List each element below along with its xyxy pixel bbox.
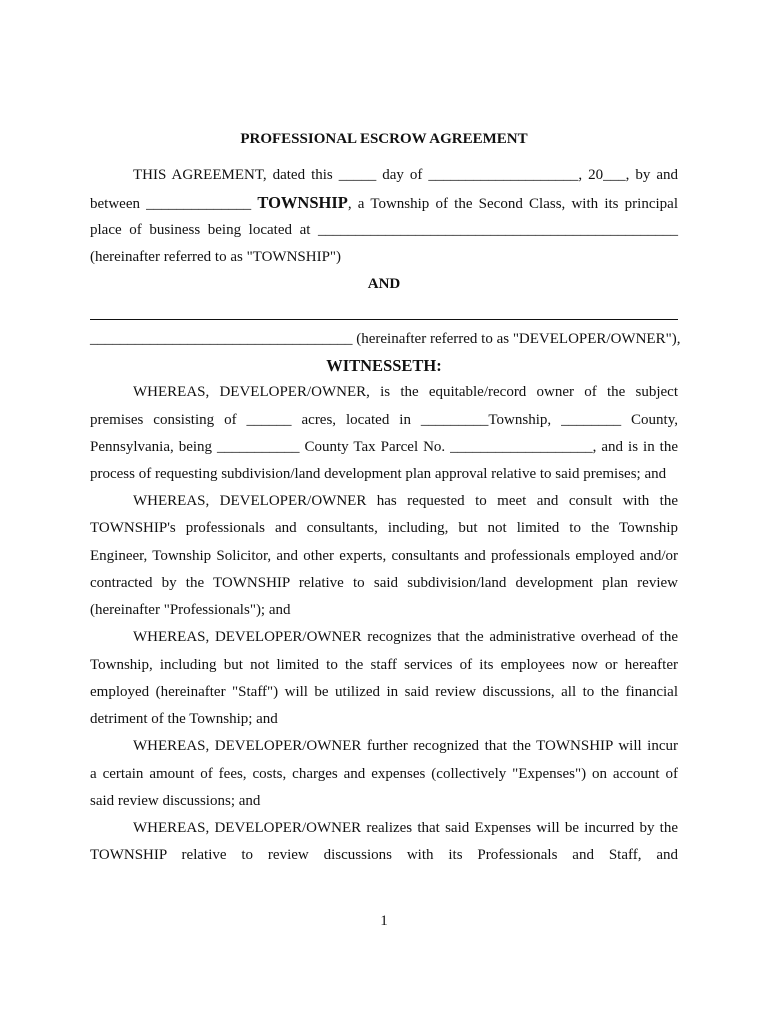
township-description: , a Township of the Second Class, with its principal <box>347 196 678 212</box>
page-number: 1 <box>380 913 388 929</box>
whereas-5-line-2: TOWNSHIP relative to review discussions with its Professionals and Staff, and <box>90 847 678 863</box>
whereas-3-line-3: employed (hereinafter "Staff") will be utilized in said review discussions, all to the financial <box>90 684 678 700</box>
whereas-1-line-2: premises consisting of ______ acres, located in _________Township, ________ County, <box>90 412 678 428</box>
whereas-4-line-2: a certain amount of fees, costs, charges and expenses (collectively "Expenses") on account of <box>90 766 678 782</box>
preamble-line-3: place of business being located at ________________________________________________ <box>90 222 678 238</box>
whereas-2-line-4: contracted by the TOWNSHIP relative to said subdivision/land development plan review <box>90 575 678 591</box>
whereas-2-line-5: (hereinafter "Professionals"); and <box>90 602 291 618</box>
whereas-2-line-1: WHEREAS, DEVELOPER/OWNER has requested to meet and consult with the <box>133 493 678 509</box>
document-title: PROFESSIONAL ESCROW AGREEMENT <box>240 131 528 147</box>
whereas-2-line-3: Engineer, Township Solicitor, and other experts, consultants and professionals employed and/or <box>90 548 678 564</box>
between-text: between ______________ <box>90 196 252 212</box>
whereas-1-line-3: Pennsylvania, being ___________ County Tax Parcel No. ___________________, and is in the <box>90 439 678 455</box>
whereas-5-line-1: WHEREAS, DEVELOPER/OWNER realizes that said Expenses will be incurred by the <box>133 820 678 836</box>
and-heading: AND <box>367 276 401 292</box>
developer-line: ___________________________________ (hereinafter referred to as "DEVELOPER/OWNER"), <box>90 331 681 347</box>
whereas-1-line-1: WHEREAS, DEVELOPER/OWNER, is the equitable/record owner of the subject <box>133 384 678 400</box>
whereas-1-line-4: process of requesting subdivision/land development plan approval relative to said premises; and <box>90 466 667 482</box>
whereas-4-line-1: WHEREAS, DEVELOPER/OWNER further recognized that the TOWNSHIP will incur <box>133 738 678 754</box>
preamble-line-2 <box>90 193 678 214</box>
whereas-3-line-2: Township, including but not limited to the staff services of its employees now or hereafter <box>90 657 678 673</box>
whereas-4-line-3: said review discussions; and <box>90 793 261 809</box>
preamble-line-4: (hereinafter referred to as "TOWNSHIP") <box>90 249 342 265</box>
whereas-3-line-4: detriment of the Township; and <box>90 711 278 727</box>
witnesseth-heading: WITNESSETH: <box>326 356 442 375</box>
preamble-line-1: THIS AGREEMENT, dated this _____ day of ____________________, 20___, by and <box>133 167 678 183</box>
whereas-3-line-1: WHEREAS, DEVELOPER/OWNER recognizes that the administrative overhead of the <box>133 629 678 645</box>
whereas-2-line-2: TOWNSHIP's professionals and consultants, including, but not limited to the Township <box>90 520 678 536</box>
developer-name-blank-line <box>90 304 678 320</box>
township-bold: TOWNSHIP <box>257 193 348 212</box>
